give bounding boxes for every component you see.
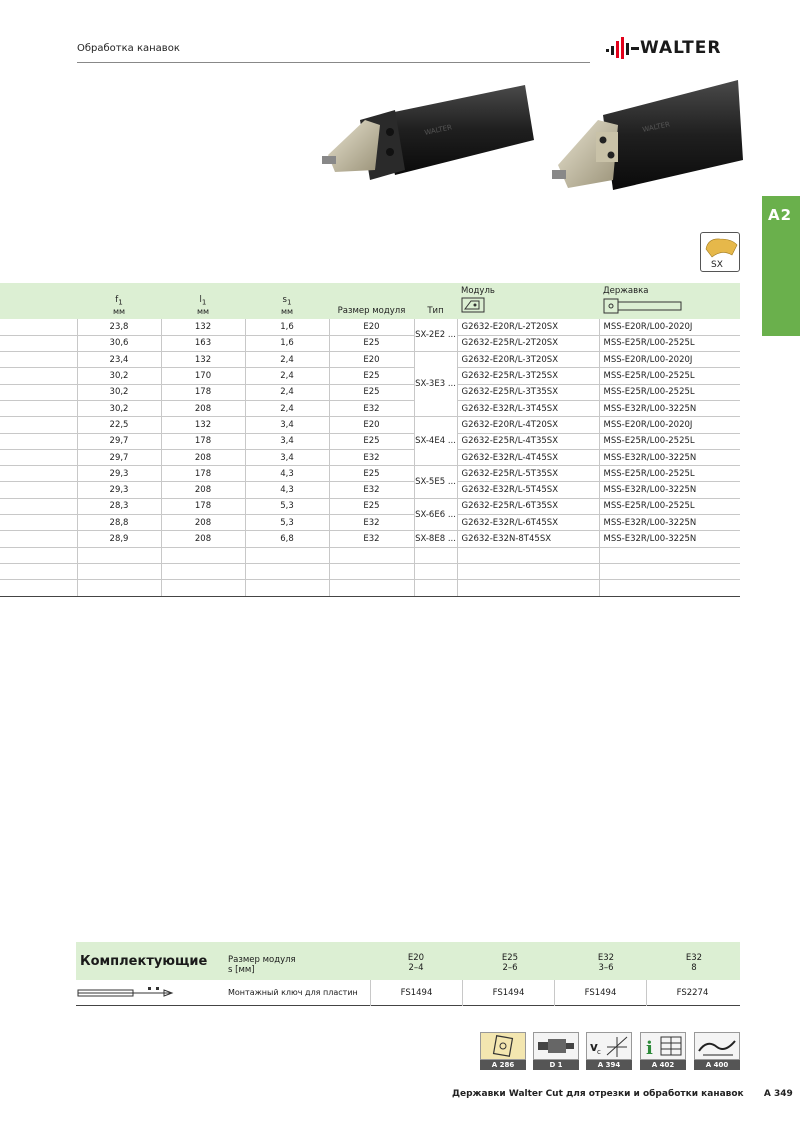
cell-s1: 2,4	[245, 400, 329, 416]
cell-l1: 208	[161, 449, 245, 465]
cell-holder: MSS-E25R/L00-2525L	[599, 384, 740, 400]
header-empty	[0, 283, 77, 319]
cell-holder: MSS-E20R/L00-2020J	[599, 352, 740, 368]
cell-holder: MSS-E32R/L00-3225N	[599, 482, 740, 498]
acc-value-4: FS2274	[646, 980, 738, 1006]
header-module-size: Размер модуля	[329, 283, 414, 319]
cell-module: G2632-E32R/L-3T45SX	[457, 400, 599, 416]
cell-l1: 208	[161, 515, 245, 531]
cell-s1: 5,3	[245, 515, 329, 531]
cell-type: SX-8E8 ...	[414, 531, 457, 547]
cell-module: G2632-E32R/L-4T45SX	[457, 449, 599, 465]
cell-module-size: E32	[329, 515, 414, 531]
empty-cell	[161, 580, 245, 596]
cell-f1: 30,2	[77, 368, 161, 384]
empty-cell	[329, 580, 414, 596]
cutting-data-icon[interactable]: v c A 394	[586, 1032, 632, 1070]
acc-col-2: E25 2–6	[501, 953, 519, 973]
cell-l1: 178	[161, 384, 245, 400]
table-row	[0, 515, 740, 531]
cell-l1: 132	[161, 319, 245, 335]
table-row	[0, 482, 740, 498]
svg-text:WALTER: WALTER	[641, 120, 671, 134]
table-row	[0, 400, 740, 416]
cell-f1: 30,2	[77, 400, 161, 416]
table-row	[0, 466, 740, 482]
cell-s1: 4,3	[245, 482, 329, 498]
cell-s1: 2,4	[245, 352, 329, 368]
svg-text:v: v	[590, 1040, 598, 1054]
cell-module: G2632-E20R/L-4T20SX	[457, 417, 599, 433]
cell-holder: MSS-E20R/L00-2020J	[599, 417, 740, 433]
cell-l1: 163	[161, 335, 245, 351]
header-holder-label: Державка	[603, 286, 649, 296]
info-icon[interactable]: i A 402	[640, 1032, 686, 1070]
row-spacer-cell	[0, 368, 77, 384]
cell-holder: MSS-E25R/L00-2525L	[599, 498, 740, 514]
header-l1: $l_1$ мм	[161, 283, 245, 319]
cell-module: G2632-E25R/L-2T20SX	[457, 335, 599, 351]
cell-l1: 178	[161, 498, 245, 514]
key-tool-icon	[76, 986, 176, 1000]
page-section-title: Обработка канавок	[77, 43, 180, 54]
chapter-tab	[762, 196, 800, 336]
cell-holder: MSS-E32R/L00-3225N	[599, 531, 740, 547]
cell-type: SX-4E4 ...	[414, 417, 457, 466]
row-spacer-cell	[0, 466, 77, 482]
holder-product-image-1	[320, 80, 534, 190]
empty-cell	[329, 547, 414, 563]
cell-f1: 29,7	[77, 433, 161, 449]
cell-holder: MSS-E32R/L00-3225N	[599, 515, 740, 531]
header-holder	[599, 283, 740, 319]
cell-l1: 208	[161, 400, 245, 416]
row-spacer-cell	[0, 433, 77, 449]
header-f1: $f_1$ мм	[77, 283, 161, 319]
cell-module-size: E20	[329, 319, 414, 335]
empty-cell	[457, 547, 599, 563]
empty-cell	[329, 563, 414, 579]
cell-s1: 2,4	[245, 368, 329, 384]
cell-module-size: E32	[329, 482, 414, 498]
brand-name: WALTER	[640, 38, 722, 58]
walter-logo	[604, 37, 744, 59]
cell-module: G2632-E32N-8T45SX	[457, 531, 599, 547]
empty-cell	[414, 563, 457, 579]
cell-f1: 29,3	[77, 482, 161, 498]
row-spacer-cell	[0, 319, 77, 335]
acc-col-4: E32 8	[685, 953, 703, 973]
cell-f1: 30,6	[77, 335, 161, 351]
svg-text:WALTER: WALTER	[423, 123, 453, 137]
cell-holder: MSS-E25R/L00-2525L	[599, 433, 740, 449]
cell-f1: 28,3	[77, 498, 161, 514]
cell-f1: 23,8	[77, 319, 161, 335]
cell-holder: MSS-E32R/L00-3225N	[599, 400, 740, 416]
holder-product-image-2	[548, 70, 743, 198]
header-module-label: Модуль	[461, 286, 495, 296]
cell-s1: 5,3	[245, 498, 329, 514]
row-spacer-cell	[0, 449, 77, 465]
table-row	[0, 449, 740, 465]
empty-cell	[77, 563, 161, 579]
row-spacer-cell	[0, 417, 77, 433]
cell-module: G2632-E32R/L-5T45SX	[457, 482, 599, 498]
table-row	[0, 319, 740, 335]
table-row	[0, 335, 740, 351]
empty-cell	[245, 580, 329, 596]
empty-cell	[245, 547, 329, 563]
table-row-empty	[0, 563, 740, 579]
cell-module-size: E32	[329, 449, 414, 465]
cell-module: G2632-E25R/L-3T35SX	[457, 384, 599, 400]
row-spacer-cell	[0, 498, 77, 514]
cell-f1: 29,7	[77, 449, 161, 465]
cell-module: G2632-E25R/L-5T35SX	[457, 466, 599, 482]
empty-cell	[77, 547, 161, 563]
accessories-title: Комплектующие	[80, 954, 208, 969]
row-spacer-cell	[0, 400, 77, 416]
cell-s1: 4,3	[245, 466, 329, 482]
cell-l1: 170	[161, 368, 245, 384]
accessories-size-label: Размер модуля s [мм]	[228, 955, 296, 975]
sx-insert-label: SX	[711, 260, 723, 270]
empty-cell	[599, 563, 740, 579]
cell-l1: 132	[161, 352, 245, 368]
empty-cell	[161, 563, 245, 579]
cell-s1: 3,4	[245, 449, 329, 465]
cell-holder: MSS-E32R/L00-3225N	[599, 449, 740, 465]
header-s1: $s_1$ мм	[245, 283, 329, 319]
accessories-row	[76, 980, 740, 1006]
table-row	[0, 417, 740, 433]
cell-s1: 1,6	[245, 319, 329, 335]
cell-f1: 30,2	[77, 384, 161, 400]
row-spacer-cell	[0, 482, 77, 498]
table-row	[0, 368, 740, 384]
empty-cell	[599, 580, 740, 596]
cell-l1: 178	[161, 466, 245, 482]
svg-text:c: c	[597, 1048, 601, 1056]
cell-module-size: E20	[329, 417, 414, 433]
cell-s1: 3,4	[245, 433, 329, 449]
cell-module-size: E25	[329, 466, 414, 482]
sx-insert-icon	[700, 232, 740, 272]
table-row	[0, 352, 740, 368]
holder-ref-icon[interactable]: D 1	[533, 1032, 579, 1070]
acc-value-1: FS1494	[370, 980, 462, 1006]
cell-module: G2632-E20R/L-2T20SX	[457, 319, 599, 335]
cell-f1: 22,5	[77, 417, 161, 433]
row-spacer-cell	[0, 335, 77, 351]
cell-type: SX-2E2 ...	[414, 319, 457, 352]
row-spacer-cell	[0, 352, 77, 368]
grade-icon[interactable]: A 400	[694, 1032, 740, 1070]
cell-module: G2632-E25R/L-6T35SX	[457, 498, 599, 514]
row-spacer-cell	[0, 384, 77, 400]
cell-s1: 3,4	[245, 417, 329, 433]
cell-module: G2632-E25R/L-3T25SX	[457, 368, 599, 384]
cell-module-size: E25	[329, 498, 414, 514]
empty-cell	[457, 563, 599, 579]
cell-holder: MSS-E25R/L00-2525L	[599, 368, 740, 384]
table-row	[0, 384, 740, 400]
cell-type: SX-5E5 ...	[414, 466, 457, 499]
cell-module: G2632-E25R/L-4T35SX	[457, 433, 599, 449]
cell-holder: MSS-E20R/L00-2020J	[599, 319, 740, 335]
table-row	[0, 498, 740, 514]
logo-bars-icon	[604, 37, 640, 59]
acc-col-3: E32 3–6	[597, 953, 615, 973]
cell-l1: 208	[161, 482, 245, 498]
cell-module: G2632-E32R/L-6T45SX	[457, 515, 599, 531]
row-spacer-cell	[0, 531, 77, 547]
table-row-empty	[0, 580, 740, 596]
product-table	[0, 283, 740, 597]
header-divider	[77, 62, 590, 63]
row-spacer-cell	[0, 515, 77, 531]
cell-s1: 6,8	[245, 531, 329, 547]
empty-cell	[414, 547, 457, 563]
cell-l1: 132	[161, 417, 245, 433]
empty-cell	[245, 563, 329, 579]
acc-value-3: FS1494	[554, 980, 646, 1006]
cell-module-size: E25	[329, 368, 414, 384]
cell-l1: 208	[161, 531, 245, 547]
insert-icon[interactable]: A 286	[480, 1032, 526, 1070]
cell-module-size: E25	[329, 384, 414, 400]
table-header-row	[0, 283, 740, 319]
header-type: Тип	[414, 283, 457, 319]
module-icon	[461, 297, 485, 313]
holder-icon	[603, 297, 683, 315]
cell-type: SX-6E6 ...	[414, 498, 457, 531]
empty-cell	[0, 580, 77, 596]
cell-module-size: E25	[329, 335, 414, 351]
cell-module-size: E32	[329, 531, 414, 547]
cell-s1: 2,4	[245, 384, 329, 400]
page-number: A 349	[763, 1089, 793, 1099]
cell-module-size: E20	[329, 352, 414, 368]
cell-holder: MSS-E25R/L00-2525L	[599, 335, 740, 351]
cell-f1: 23,4	[77, 352, 161, 368]
table-row	[0, 531, 740, 547]
accessory-item-name: Монтажный ключ для пластин	[228, 988, 358, 997]
empty-cell	[599, 547, 740, 563]
empty-cell	[161, 547, 245, 563]
cell-f1: 29,3	[77, 466, 161, 482]
cell-type: SX-3E3 ...	[414, 352, 457, 417]
empty-cell	[0, 563, 77, 579]
accessories-section	[76, 942, 740, 1006]
accessories-header	[76, 942, 740, 980]
page-footer	[452, 1089, 793, 1099]
acc-col-1: E20 2–4	[407, 953, 425, 973]
empty-cell	[414, 580, 457, 596]
cell-f1: 28,8	[77, 515, 161, 531]
cell-module-size: E25	[329, 433, 414, 449]
empty-cell	[457, 580, 599, 596]
header-module	[457, 283, 599, 319]
table-row-empty	[0, 547, 740, 563]
footer-text: Державки Walter Cut для отрезки и обработки канавок	[452, 1089, 744, 1099]
empty-cell	[77, 580, 161, 596]
cell-module: G2632-E20R/L-3T20SX	[457, 352, 599, 368]
table-row	[0, 433, 740, 449]
svg-text:i: i	[646, 1038, 653, 1059]
cell-s1: 1,6	[245, 335, 329, 351]
acc-value-2: FS1494	[462, 980, 554, 1006]
cell-module-size: E32	[329, 400, 414, 416]
cell-f1: 28,9	[77, 531, 161, 547]
cell-l1: 178	[161, 433, 245, 449]
chapter-tab-label: A2	[768, 206, 793, 224]
empty-cell	[0, 547, 77, 563]
cell-holder: MSS-E25R/L00-2525L	[599, 466, 740, 482]
